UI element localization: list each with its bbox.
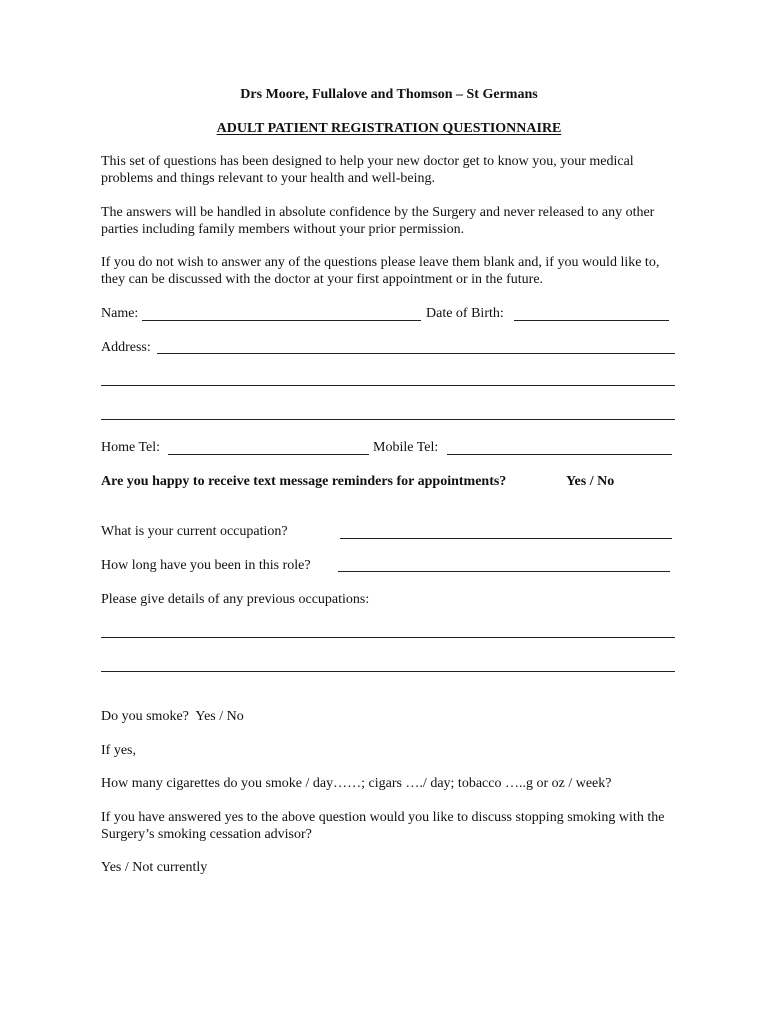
intro-paragraph-2: The answers will be handled in absolute confidence by the Surgery and never released to any other parties including family members without your prior permission. (101, 205, 655, 237)
occupation-field[interactable] (340, 538, 672, 539)
previous-occupations-line-1[interactable] (101, 637, 675, 638)
text-reminders-options[interactable]: Yes / No (566, 474, 615, 489)
address-field-line-3[interactable] (101, 419, 675, 420)
home-tel-label: Home Tel: (101, 440, 161, 455)
discuss-stopping-options[interactable]: Yes / Not currently (101, 860, 208, 875)
text-reminders-question: Are you happy to receive text message reminders for appointments? (101, 474, 507, 489)
role-duration-field[interactable] (338, 571, 670, 572)
previous-occupations-line-2[interactable] (101, 671, 675, 672)
smoke-question[interactable]: Do you smoke? Yes / No (101, 709, 244, 724)
discuss-stopping-question: If you have answered yes to the above question would you like to discuss stopping smoking with the Surgery’s smoking cessation advisor? (101, 810, 665, 842)
previous-occupations-question: Please give details of any previous occupations: (101, 592, 370, 607)
role-duration-question: How long have you been in this role? (101, 558, 311, 573)
name-label: Name: (101, 306, 139, 321)
practice-name: Drs Moore, Fullalove and Thomson – St Germans (240, 87, 538, 102)
address-field-line-1[interactable] (157, 353, 675, 354)
dob-field[interactable] (514, 320, 669, 321)
occupation-question: What is your current occupation? (101, 524, 288, 539)
form-title: ADULT PATIENT REGISTRATION QUESTIONNAIRE (216, 121, 562, 136)
smoking-amount-question: How many cigarettes do you smoke / day……; cigars …./ day; tobacco …..g or oz / week? (101, 776, 612, 791)
if-yes-label: If yes, (101, 743, 136, 758)
intro-paragraph-3: If you do not wish to answer any of the questions please leave them blank and, if you would like to, they can be discussed with the doctor at your first appointment or in the future. (101, 255, 660, 287)
home-tel-field[interactable] (168, 454, 369, 455)
name-field[interactable] (142, 320, 421, 321)
mobile-tel-label: Mobile Tel: (373, 440, 439, 455)
address-field-line-2[interactable] (101, 385, 675, 386)
mobile-tel-field[interactable] (447, 454, 672, 455)
dob-label: Date of Birth: (426, 306, 504, 321)
address-label: Address: (101, 340, 151, 355)
intro-paragraph-1: This set of questions has been designed to help your new doctor get to know you, your medical problems and things relevant to your health and well-being. (101, 154, 634, 186)
